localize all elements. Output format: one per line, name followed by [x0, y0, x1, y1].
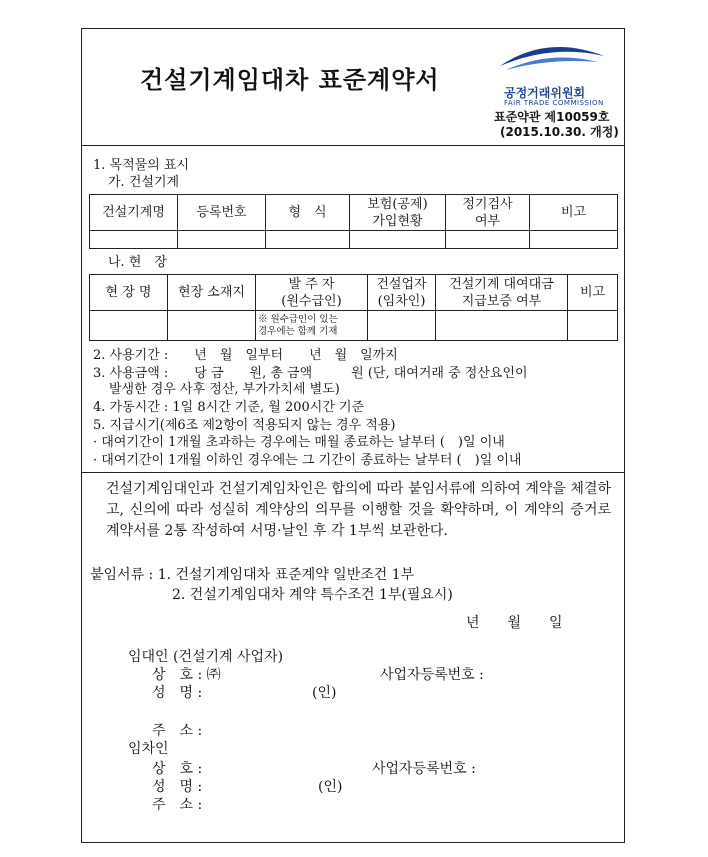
- agreement-paragraph: 건설기계임대인과 건설기계임차인은 합의에 따라 붙임서류에 의하여 계약을 체결하고, 신의에 따라 성실히 계약상의 의무를 이행할 것을 확약하며, 이 계약의 증거로 계약서를 2통 작성하여 서명·날인 후 각 1부씩 보관한다.: [106, 481, 611, 539]
- lessee-heading: 임차인: [128, 741, 169, 757]
- table-row: [90, 311, 618, 341]
- usage-period: 2. 사용기간 : 년 월 일부터 년 월 일까지: [93, 348, 398, 363]
- table-cell[interactable]: [568, 311, 618, 341]
- document-title: 건설기계임대차 표준계약서: [140, 66, 440, 94]
- attachments-label: 붙임서류 : 1. 건설기계임대차 표준계약 일반조건 1부: [90, 567, 415, 583]
- subsection-heading: 나. 현 장: [108, 255, 167, 270]
- table-cell[interactable]: [168, 311, 256, 341]
- lessee-business-registration: 사업자등록번호 :: [372, 761, 476, 777]
- lessee-address: 주 소 :: [152, 797, 203, 813]
- lessor-address: 주 소 :: [152, 723, 203, 739]
- table-cell[interactable]: [178, 231, 266, 249]
- lessor-trade-name: 상 호 : ㈜: [152, 667, 221, 683]
- header-divider: [81, 145, 625, 146]
- table-note-cell: ※ 원수급인이 있는 경우에는 함께 기재: [256, 311, 368, 341]
- table-cell[interactable]: [90, 231, 178, 249]
- operating-hours: 4. 가동시간 : 1일 8시간 기준, 월 200시간 기준: [93, 400, 365, 415]
- table-header-cell: 비고: [568, 275, 618, 311]
- table-header-cell: 등록번호: [178, 195, 266, 231]
- terms-divider: [81, 472, 625, 473]
- table-cell[interactable]: [368, 311, 436, 341]
- table-header-cell: 현 장 명: [90, 275, 168, 311]
- table-header-cell: 비고: [530, 195, 618, 231]
- table-header-cell: 형 식: [266, 195, 350, 231]
- payment-timing-under-month: · 대여기간이 1개월 이하인 경우에는 그 기간이 종료하는 날부터 ( )일 이내: [93, 453, 522, 468]
- lessor-name: 성 명 :: [152, 685, 203, 701]
- table-cell[interactable]: [436, 311, 568, 341]
- usage-amount-note: 발생한 경우 사후 정산, 부가가치세 별도): [109, 382, 340, 397]
- table-header-cell: 발 주 자 (원수급인): [256, 275, 368, 311]
- table-row: [90, 231, 618, 249]
- subsection-heading: 가. 건설기계: [108, 175, 180, 190]
- lessor-seal: (인): [312, 685, 337, 701]
- usage-amount: 3. 사용금액 : 당 금 원, 총 금액 원 (단, 대여거래 중 정산요인이: [93, 366, 528, 381]
- org-name: 공정거래위원회: [504, 86, 586, 100]
- site-table: [89, 274, 618, 341]
- lessee-seal: (인): [318, 779, 343, 795]
- lessee-trade-name: 상 호 :: [152, 761, 203, 777]
- equipment-table: [89, 194, 618, 249]
- table-cell[interactable]: [90, 311, 168, 341]
- table-header-cell: 현장 소재지: [168, 275, 256, 311]
- payment-timing-over-month: · 대여기간이 1개월 초과하는 경우에는 매월 종료하는 날부터 ( )일 이내: [93, 435, 505, 450]
- table-header-row: [90, 275, 618, 311]
- table-header-cell: 보험(공제) 가입현황: [350, 195, 446, 231]
- table-header-cell: 건설업자 (임차인): [368, 275, 436, 311]
- table-header-cell: 정기검사 여부: [446, 195, 530, 231]
- revision-date: (2015.10.30. 개정): [500, 125, 619, 139]
- table-cell[interactable]: [446, 231, 530, 249]
- org-english-name: FAIR TRADE COMMISSION: [504, 99, 604, 107]
- table-header-cell: 건설기계 대여대금 지급보증 여부: [436, 275, 568, 311]
- contract-date: 년 월 일: [466, 615, 563, 631]
- table-header-cell: 건설기계명: [90, 195, 178, 231]
- section-heading: 1. 목적물의 표시: [93, 158, 190, 173]
- lessor-business-registration: 사업자등록번호 :: [380, 667, 484, 683]
- attachments-item: 2. 건설기계임대차 계약 특수조건 1부(필요시): [172, 587, 453, 603]
- table-cell[interactable]: [266, 231, 350, 249]
- table-cell[interactable]: [350, 231, 446, 249]
- payment-timing: 5. 지급시기(제6조 제2항이 적용되지 않는 경우 적용): [93, 418, 396, 433]
- lessee-name: 성 명 :: [152, 779, 203, 795]
- table-header-row: [90, 195, 618, 231]
- table-cell[interactable]: [530, 231, 618, 249]
- standard-number: 표준약관 제10059호: [494, 110, 610, 124]
- lessor-heading: 임대인 (건설기계 사업자): [128, 649, 284, 665]
